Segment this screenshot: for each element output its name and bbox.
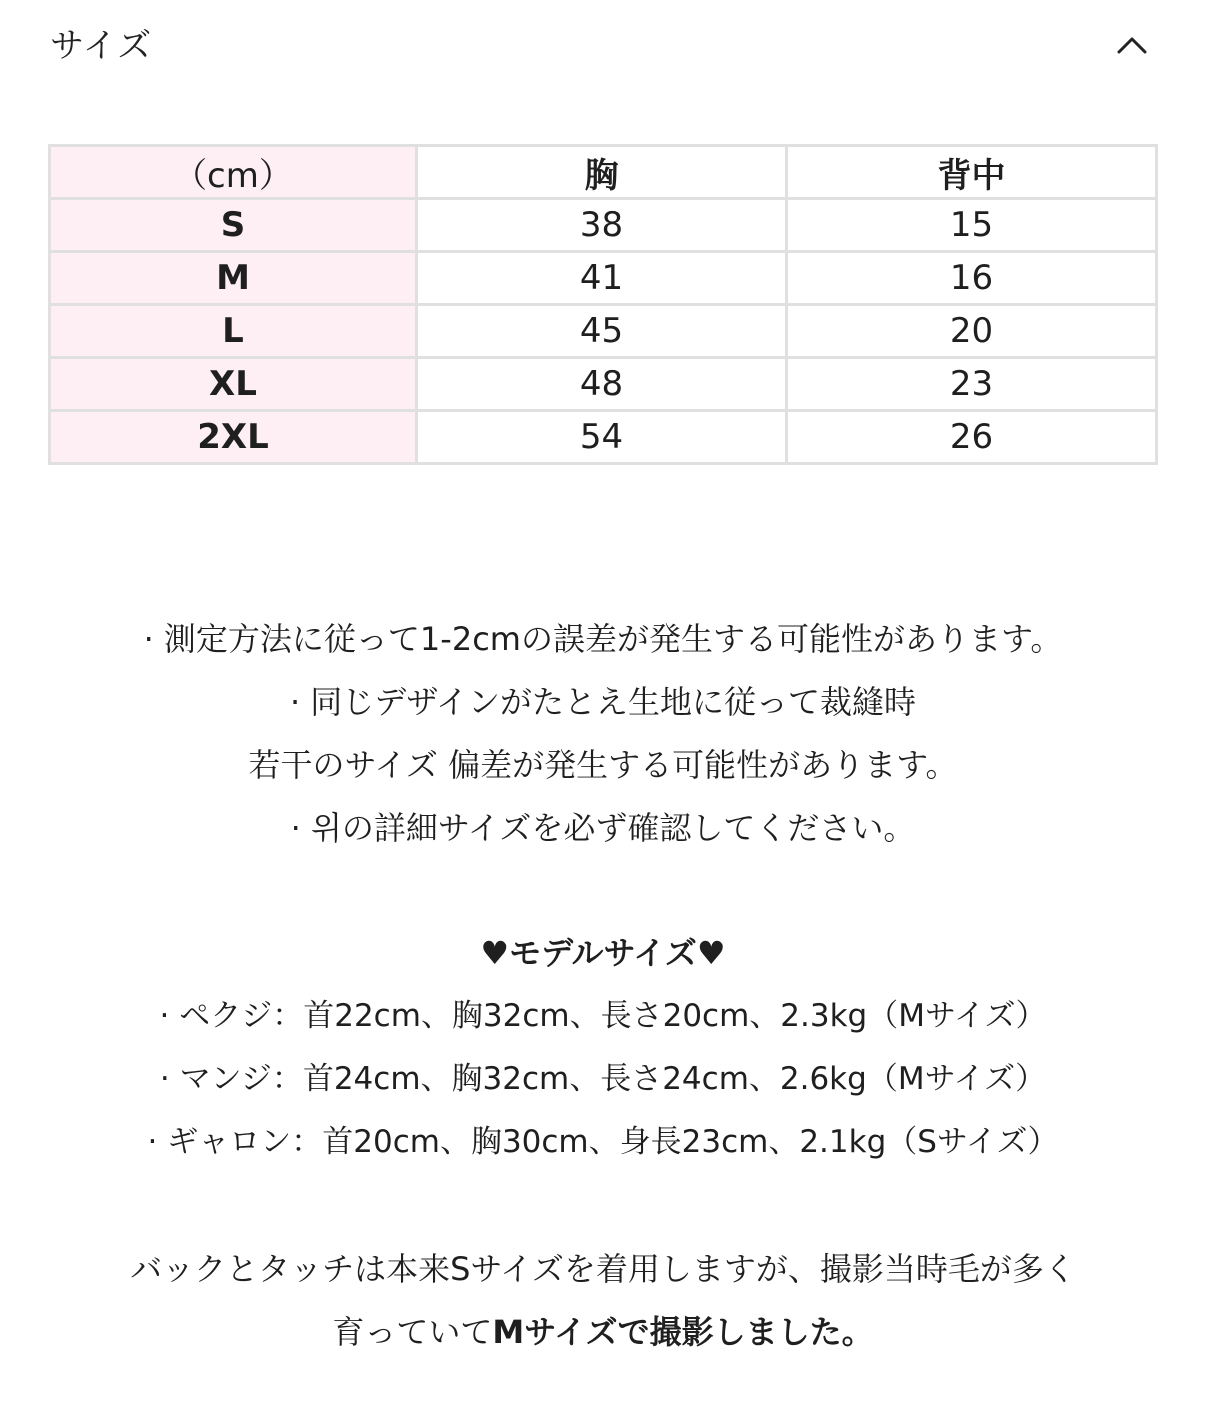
table-row: [50, 411, 1157, 464]
chest-cell: 41: [416, 252, 786, 305]
collapse-toggle-button[interactable]: [1108, 22, 1156, 70]
chest-header: 胸: [416, 146, 786, 199]
note-line: · 測定方法に従って1-2cmの誤差が発生する可能性があります。: [143, 620, 1063, 658]
chest-cell: 48: [416, 358, 786, 411]
chest-cell: 38: [416, 199, 786, 252]
footer-line-bold: Mサイズで撮影しました。: [492, 1313, 874, 1351]
back-cell: 16: [786, 252, 1156, 305]
table-row: [50, 199, 1157, 252]
chevron-up-icon: [1116, 34, 1148, 56]
chest-cell: 54: [416, 411, 786, 464]
model-line: · ギャロン：首20cm、胸30cm、身長23cm、2.1kg（Sサイズ）: [147, 1124, 1059, 1160]
size-label-cell: M: [50, 252, 417, 305]
model-size-title: ♥モデルサイズ♥: [480, 934, 726, 972]
back-cell: 26: [786, 411, 1156, 464]
back-cell: 23: [786, 358, 1156, 411]
size-section-header[interactable]: [0, 0, 1206, 96]
model-size-section: [0, 922, 1206, 1174]
back-header: 背中: [786, 146, 1156, 199]
table-row: [50, 252, 1157, 305]
footer-line-normal: 育っていて: [332, 1313, 493, 1351]
table-row: [50, 305, 1157, 358]
table-row: [50, 358, 1157, 411]
model-line: · マンジ：首24cm、胸32cm、長さ24cm、2.6kg（Mサイズ）: [159, 1061, 1047, 1097]
section-title: サイズ: [50, 26, 153, 66]
footer-note: [0, 1238, 1206, 1364]
model-line: · ペクジ：首22cm、胸32cm、長さ20cm、2.3kg（Mサイズ）: [159, 998, 1047, 1034]
footer-line: バックとタッチは本来Sサイズを着用しますが、撮影当時毛が多く: [130, 1250, 1076, 1288]
footer-line-2: [0, 1301, 1206, 1364]
unit-header: （cm）: [50, 146, 417, 199]
size-table: [48, 144, 1158, 465]
back-cell: 15: [786, 199, 1156, 252]
note-line: · 同じデザインがたとえ生地に従って裁縫時: [289, 683, 917, 721]
table-header-row: [50, 146, 1157, 199]
size-label-cell: 2XL: [50, 411, 417, 464]
size-label-cell: XL: [50, 358, 417, 411]
chest-cell: 45: [416, 305, 786, 358]
note-line: 若干のサイズ 偏差が発生する可能性があります。: [248, 746, 958, 784]
back-cell: 20: [786, 305, 1156, 358]
size-label-cell: L: [50, 305, 417, 358]
note-line: · 위の詳細サイズを必ず確認してください。: [290, 809, 916, 847]
size-label-cell: S: [50, 199, 417, 252]
measurement-notes: [0, 608, 1206, 860]
